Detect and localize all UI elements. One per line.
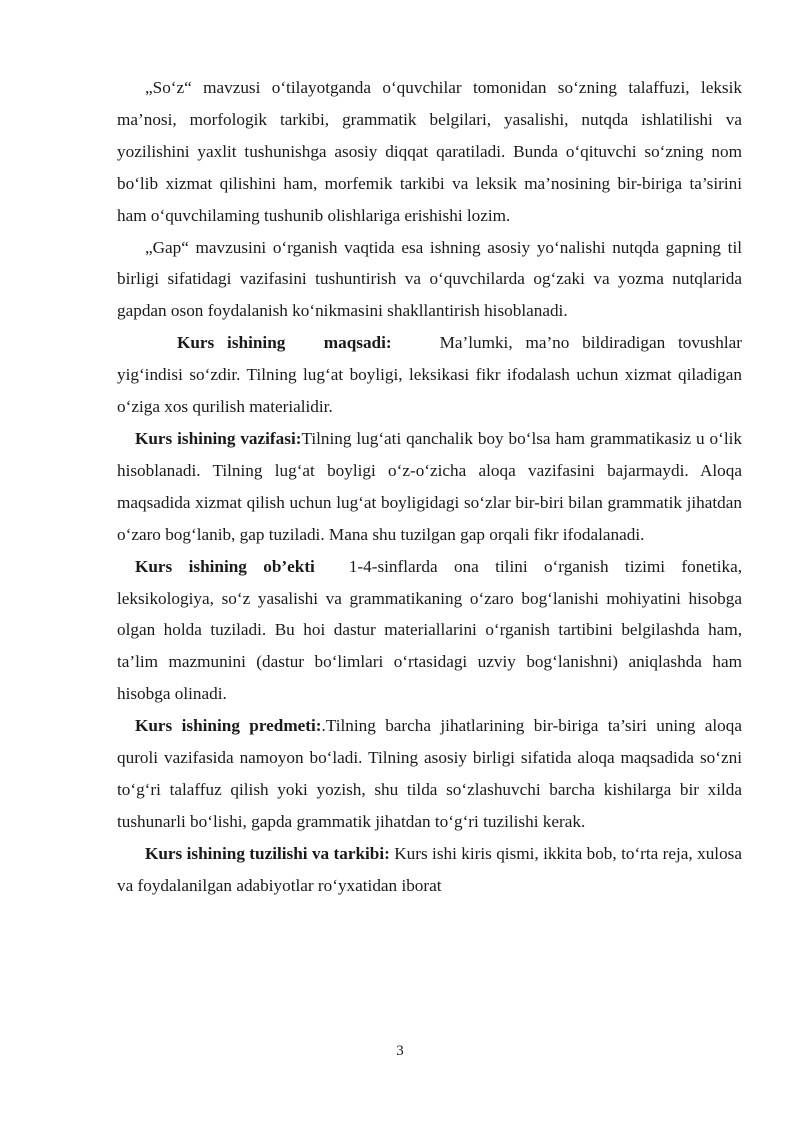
paragraph-vazifasi	[117, 423, 742, 551]
paragraph-text: Tilning lug‘ati qanchalik boy bo‘lsa ham grammatikasiz u o‘lik hisoblanadi. Tilning lug‘at boyligi o‘z-o‘zicha aloqa vazifasini bajarmaydi. Aloqa maqsadida xizmat qilish uchun lug‘at boyligidagi so‘zlar bir-biri bilan grammatik jihatdan o‘zaro bog‘lanib, gap tuziladi. Mana shu tuzilgan gap orqali fikr ifodalanadi.	[117, 428, 742, 544]
section-heading-vazifasi: Kurs ishining vazifasi:	[135, 428, 302, 448]
paragraph-soz-topic	[117, 72, 742, 232]
paragraph-text: 1-4-sinflarda ona tilini o‘rganish tizimi fonetika, leksikologiya, so‘z yasalishi va grammatikaning o‘zaro bog‘lanishi mohiyatini hisobga olgan holda tuziladi. Bu hoi dastur materiallarini o‘rganish tartibini belgilashda ham, ta’lim mazmunini (dastur bo‘limlari o‘rtasidagi uzviy bog‘lanishni) aniqlashda ham hisobga olinadi.	[117, 556, 742, 704]
section-heading-obekti: Kurs ishining ob’ekti	[135, 556, 315, 576]
paragraph-text: Ma’lumki, ma’no bildiradigan tovushlar yig‘indisi so‘zdir. Tilning lug‘at boyligi, leksikasi fikr ifodalash uchun xizmat qiladigan o‘ziga xos qurilish materialidir.	[117, 333, 742, 417]
paragraph-text: .Tilning barcha jihatlarining bir-biriga ta’siri uning aloqa quroli vazifasida namoyon bo‘ladi. Tilning asosiy birligi sifatida aloqa maqsadida so‘zni to‘g‘ri talaffuz qilish yoki yozish, shu tilda so‘zlashuvchi barcha kishilarga bir xilda tushunarli bo‘lishi, gapda grammatik jihatdan to‘g‘ri tuzilishi kerak.	[117, 716, 742, 831]
document-body	[117, 72, 747, 902]
section-heading-predmeti: Kurs ishining predmeti:	[135, 716, 322, 736]
paragraph-obekti	[117, 551, 742, 711]
section-heading-tuzilishi: Kurs ishining tuzilishi va tarkibi:	[145, 843, 390, 863]
paragraph-text: „So‘z“ mavzusi o‘tilayotganda o‘quvchilar tomonidan so‘zning talaffuzi, leksik ma’nosi, morfologik tarkibi, grammatik belgilari, yasalishi, nutqda ishlatilishi va yozilishini yaxlit tushunishga asosiy diqqat qaratiladi. Bunda o‘qituvchi so‘zning nom bo‘lib xizmat qilishini ham, morfemik tarkibi va leksik ma’nosining bir-biriga ta’sirini ham o‘quvchilaming tushunib olishlariga erishishi lozim.	[117, 78, 742, 225]
paragraph-text: Kurs ishi kiris qismi, ikkita bob, to‘rta reja, xulosa va foydalanilgan adabiyotlar ro‘yxatidan iborat	[117, 843, 747, 895]
paragraph-predmeti	[117, 710, 742, 838]
paragraph-maqsadi	[117, 327, 742, 423]
paragraph-text: „Gap“ mavzusini o‘rganish vaqtida esa ishning asosiy yo‘nalishi nutqda gapning til birligi sifatidagi vazifasini tushuntirish va o‘quvchilarda og‘zaki va yozma nutqlarida gapdan oson foydalanish ko‘nikmasini shakllantirish hisoblanadi.	[117, 237, 742, 321]
paragraph-gap-topic	[117, 232, 742, 328]
paragraph-tuzilishi	[117, 838, 747, 902]
page-number: 3	[396, 1043, 404, 1059]
section-heading-maqsadi: Kurs ishining maqsadi:	[177, 333, 392, 353]
